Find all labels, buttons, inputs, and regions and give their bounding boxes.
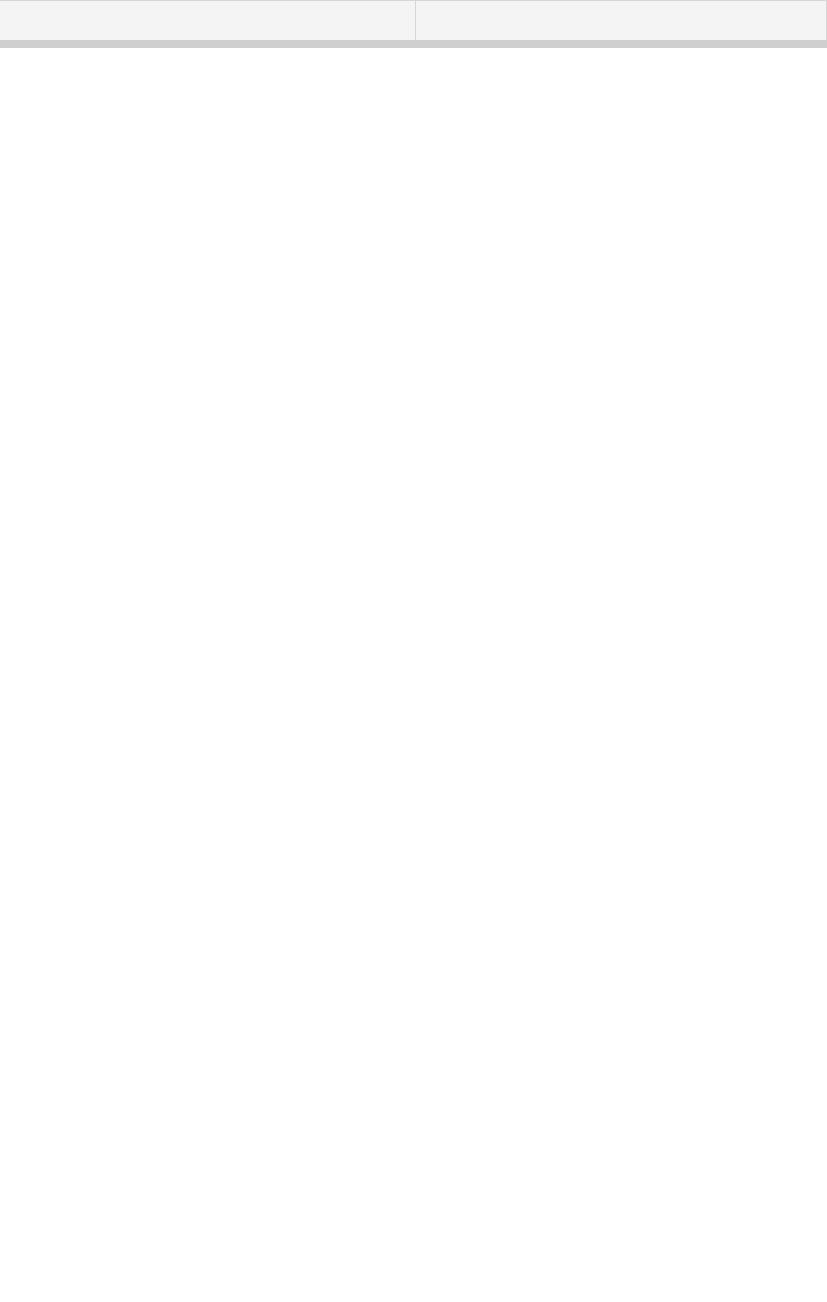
date-saturday <box>0 1 416 41</box>
date-header-row <box>0 0 827 40</box>
frozen-divider <box>0 40 827 48</box>
date-sunday <box>416 1 827 41</box>
